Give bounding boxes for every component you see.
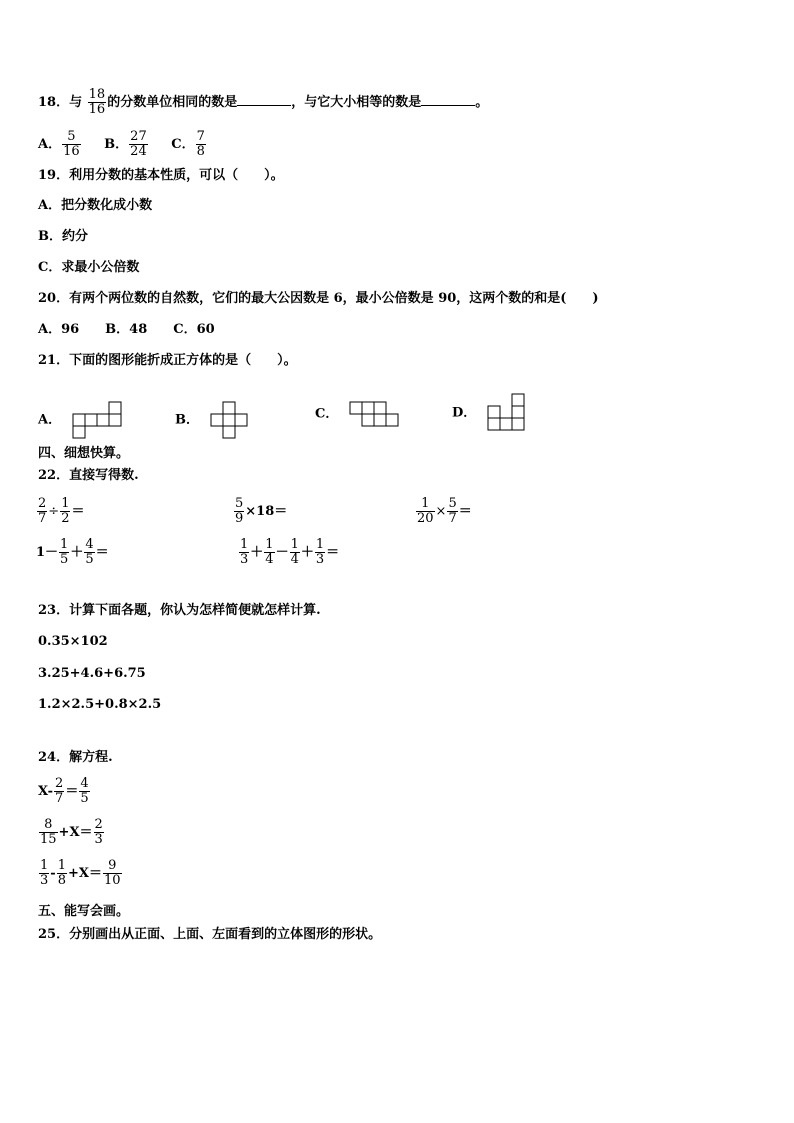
expression-1[interactable]: $\frac{2}{7}$ ÷ $\frac{1}{2}$ ＝ — [38, 496, 85, 526]
equation-3[interactable]: $\frac{1}{3}$ - $\frac{1}{8}$ +X＝ $\frac{9}{10}$ — [40, 858, 121, 888]
question-19: 19．利用分数的基本性质，可以（ ）。 — [38, 168, 284, 183]
option-a[interactable]: A．把分数化成小数 — [38, 198, 153, 213]
cube-net-d-icon — [487, 392, 529, 434]
section-five-heading: 五、能写会画。 — [38, 904, 130, 919]
q21-option-d[interactable] — [452, 392, 529, 434]
q18-fraction: $\frac{18}{16}$ — [88, 87, 106, 117]
q18-pre: 与 — [69, 95, 83, 110]
option-c[interactable]: C． $\frac{7}{8}$ — [171, 129, 205, 159]
cube-net-c-icon — [349, 400, 401, 428]
option-a[interactable]: A． $\frac{5}{16}$ — [38, 129, 80, 159]
option-label: A． — [38, 412, 62, 428]
cube-net-a-icon — [72, 400, 124, 440]
expression-5[interactable]: $\frac{1}{3}$ ＋ $\frac{1}{4}$ － $\frac{1}{4}$ ＋ $\frac{1}{3}$ ＝ — [240, 537, 340, 567]
calc-item[interactable]: 3.25+4.6+6.75 — [38, 666, 146, 681]
cube-net-b-icon — [210, 400, 252, 440]
option-label: B． — [175, 412, 199, 428]
calc-item[interactable]: 0.35×102 — [38, 634, 108, 649]
q21-option-b[interactable] — [175, 400, 252, 440]
expression-3[interactable]: $\frac{1}{20}$ × $\frac{5}{7}$ ＝ — [417, 496, 472, 526]
question-20: 20．有两个两位数的自然数，它们的最大公因数是 6，最小公倍数是 90，这两个数的和是( ) — [38, 291, 599, 306]
calc-item[interactable]: 1.2×2.5+0.8×2.5 — [38, 697, 162, 712]
question-23: 23．计算下面各题，你认为怎样简便就怎样计算. — [38, 603, 321, 618]
q20-options[interactable]: A．96 B．48 C．60 — [38, 322, 215, 337]
question-18 — [38, 88, 488, 117]
option-label: C． — [315, 406, 339, 422]
equation-1[interactable]: X- $\frac{2}{7}$ ＝ $\frac{4}{5}$ — [38, 776, 89, 806]
question-25: 25．分别画出从正面、上面、左面看到的立体图形的形状。 — [38, 927, 382, 942]
q18-mid: 的分数单位相同的数是 — [107, 95, 238, 110]
question-24: 24．解方程. — [38, 750, 113, 765]
q18-number: 18． — [38, 95, 70, 110]
option-label: D． — [452, 405, 477, 421]
answer-blank[interactable] — [421, 93, 475, 106]
option-c[interactable]: C．求最小公倍数 — [38, 260, 140, 275]
q18-mid2: ，与它大小相等的数是 — [291, 95, 422, 110]
q21-option-c[interactable] — [315, 400, 401, 428]
option-b[interactable]: B． $\frac{27}{24}$ — [104, 129, 147, 159]
q21-option-a[interactable] — [38, 400, 124, 440]
q18-options — [38, 130, 225, 159]
expression-2[interactable]: $\frac{5}{9}$ ×18＝ — [235, 496, 288, 526]
section-four-heading: 四、细想快算。 — [38, 446, 130, 461]
q18-end: 。 — [475, 95, 489, 110]
answer-blank[interactable] — [237, 93, 291, 106]
question-21: 21．下面的图形能折成正方体的是（ ）。 — [38, 353, 297, 368]
question-22: 22．直接写得数. — [38, 468, 139, 483]
expression-4[interactable]: 1－ $\frac{1}{5}$ ＋ $\frac{4}{5}$ ＝ — [36, 537, 109, 567]
option-b[interactable]: B．约分 — [38, 229, 88, 244]
equation-2[interactable]: $\frac{8}{15}$ +X＝ $\frac{2}{3}$ — [40, 817, 103, 847]
